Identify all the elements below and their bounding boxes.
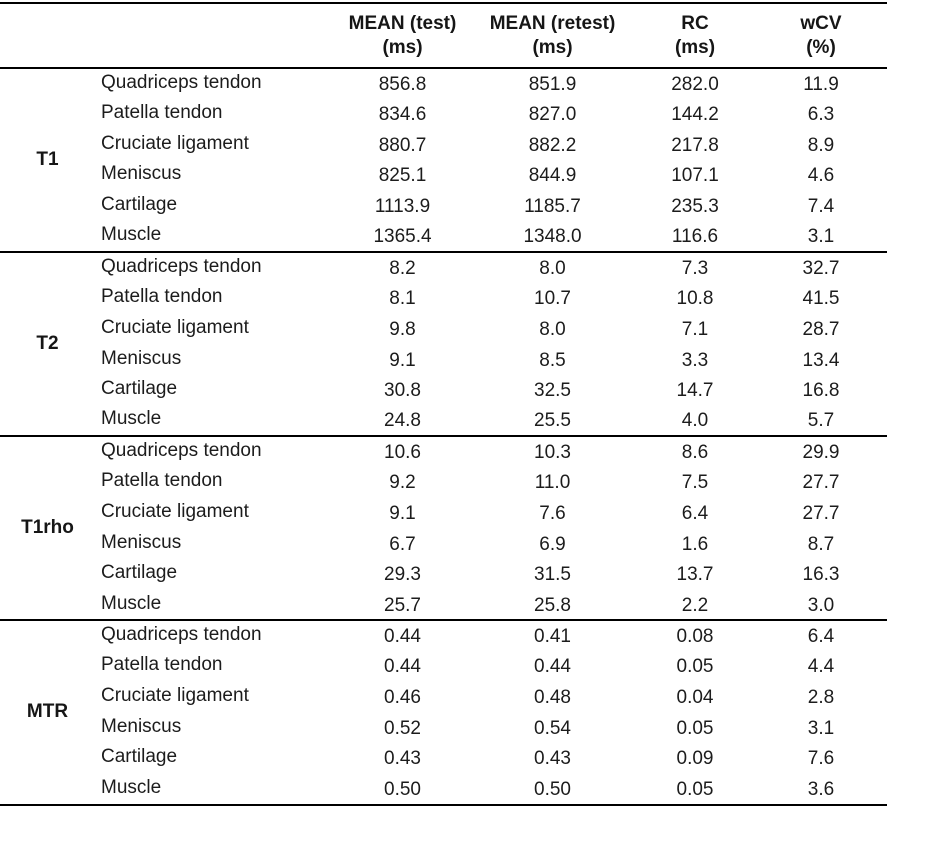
reproducibility-table [0,2,887,806]
value-cell: 0.04 [676,687,714,709]
header-row [0,3,887,68]
column-header-mean-retest [470,3,635,68]
value-cell: 9.1 [389,502,416,524]
column-header-title: MEAN (test) [348,13,457,35]
value-cell: 14.7 [676,380,714,402]
column-header-unit: (ms) [382,36,423,58]
column-header-unit: (%) [806,36,836,58]
value-cell: 0.48 [534,687,571,709]
table-row [0,528,887,559]
value-cell: 7.4 [807,196,835,218]
value-cell: 8.1 [389,288,416,310]
value-cell: 0.08 [676,626,714,648]
value-cell: 7.3 [681,257,709,279]
tissue-name: Cruciate ligament [101,316,249,338]
value-cell: 27.7 [802,502,840,524]
value-cell: 0.43 [384,748,421,770]
value-cell: 3.1 [755,221,887,252]
header-empty-tissue-cell [95,3,335,68]
value-cell: 844.9 [528,165,577,187]
group-label: MTR [0,620,95,804]
tissue-name: Cartilage [101,378,178,400]
value-cell: 25.5 [470,406,635,437]
table-row [0,467,887,498]
table-row [0,559,887,590]
value-cell: 5.7 [755,406,887,437]
table-row [0,651,887,682]
table-row [0,129,887,160]
tissue-name: Patella tendon [101,102,223,124]
value-cell: 8.0 [539,257,566,279]
table-body [0,68,887,805]
tissue-name: Quadriceps tendon [101,440,262,462]
value-cell: 6.3 [807,104,835,126]
value-cell: 11.9 [803,73,839,95]
value-cell: 27.7 [802,472,840,494]
tissue-name: Cartilage [101,194,178,216]
column-header-wcv [755,3,887,68]
value-cell: 0.52 [384,717,421,739]
tissue-name: Cartilage [101,746,178,768]
tissue-name: Meniscus [101,163,182,185]
value-cell: 24.8 [335,406,470,437]
table-row [0,344,887,375]
column-header-title: MEAN (retest) [489,13,616,35]
value-cell: 7.1 [681,318,709,340]
value-cell: 9.1 [389,349,416,371]
value-cell: 4.0 [635,406,755,437]
tissue-name: Cruciate ligament [101,685,249,707]
tissue-name: Cruciate ligament [101,132,249,154]
column-header-title: RC [681,13,709,35]
table-row [0,191,887,222]
table-row [0,314,887,345]
value-cell: 6.4 [681,502,709,524]
value-cell: 217.8 [671,134,719,156]
column-header-unit: (ms) [532,36,573,58]
value-cell: 235.3 [671,196,719,218]
value-cell: 3.3 [681,349,709,371]
column-header-rc [635,3,755,68]
table-row [0,406,887,437]
value-cell: 0.43 [534,748,571,770]
value-cell: 30.8 [384,380,421,402]
value-cell: 4.4 [807,656,835,678]
value-cell: 9.8 [389,318,416,340]
value-cell: 882.2 [528,134,577,156]
tissue-name: Patella tendon [101,470,223,492]
table-row [0,774,887,805]
value-cell: 0.54 [534,717,571,739]
value-cell: 1365.4 [335,221,470,252]
value-cell: 7.6 [539,502,566,524]
group-label: T2 [0,252,95,436]
value-cell: 8.7 [807,533,835,555]
table-row [0,68,887,99]
value-cell: 0.44 [384,656,421,678]
value-cell: 851.9 [528,73,577,95]
table-row [0,252,887,283]
tissue-name: Meniscus [101,531,182,553]
value-cell: 8.6 [681,442,709,464]
group-label: T1 [0,68,95,252]
value-cell: 0.44 [384,626,421,648]
value-cell: 10.3 [534,442,571,464]
value-cell: 11.0 [534,472,571,494]
value-cell: 3.1 [807,717,835,739]
value-cell: 0.05 [676,656,714,678]
table-row [0,160,887,191]
value-cell: 6.9 [539,533,566,555]
value-cell: 8.5 [539,349,566,371]
value-cell: 0.05 [635,774,755,805]
table-row [0,712,887,743]
value-cell: 7.6 [807,748,835,770]
value-cell: 10.8 [676,288,714,310]
value-cell: 3.0 [755,590,887,621]
table-row [0,743,887,774]
table-row [0,99,887,130]
tissue-name: Muscle [95,406,335,437]
tissue-name: Quadriceps tendon [101,624,262,646]
value-cell: 2.2 [635,590,755,621]
column-header-title: wCV [800,13,842,35]
value-cell: 13.7 [676,564,714,586]
table-row [0,221,887,252]
value-cell: 8.0 [539,318,566,340]
value-cell: 3.6 [755,774,887,805]
value-cell: 856.8 [378,73,427,95]
table-row [0,283,887,314]
header-empty-group-cell [0,3,95,68]
table-header [0,3,887,68]
value-cell: 1113.9 [374,196,431,218]
tissue-name: Patella tendon [101,654,223,676]
value-cell: 13.4 [802,349,840,371]
value-cell: 116.6 [635,221,755,252]
tissue-name: Quadriceps tendon [101,71,262,93]
value-cell: 1.6 [681,533,709,555]
value-cell: 25.7 [335,590,470,621]
value-cell: 9.2 [389,472,416,494]
value-cell: 107.1 [671,165,719,187]
tissue-name: Muscle [95,590,335,621]
tissue-name: Meniscus [101,347,182,369]
table-row [0,375,887,406]
value-cell: 29.3 [384,564,421,586]
value-cell: 10.7 [534,288,571,310]
table-row [0,682,887,713]
value-cell: 31.5 [534,564,571,586]
tissue-name: Cartilage [101,562,178,584]
value-cell: 6.4 [807,626,835,648]
value-cell: 25.8 [470,590,635,621]
value-cell: 144.2 [671,104,719,126]
value-cell: 10.6 [384,442,421,464]
tissue-name: Patella tendon [101,286,223,308]
value-cell: 16.8 [802,380,840,402]
value-cell: 1185.7 [524,196,581,218]
value-cell: 825.1 [378,165,427,187]
tissue-name: Cruciate ligament [101,500,249,522]
value-cell: 0.41 [534,626,571,648]
value-cell: 7.5 [681,472,709,494]
value-cell: 8.9 [807,134,835,156]
value-cell: 0.50 [470,774,635,805]
tissue-name: Muscle [95,774,335,805]
value-cell: 827.0 [528,104,577,126]
value-cell: 8.2 [389,257,416,279]
value-cell: 0.09 [676,748,714,770]
value-cell: 28.7 [802,318,840,340]
value-cell: 16.3 [802,564,840,586]
value-cell: 880.7 [378,134,427,156]
value-cell: 41.5 [802,288,840,310]
tissue-name: Quadriceps tendon [101,255,262,277]
value-cell: 4.6 [807,165,835,187]
table-row [0,436,887,467]
value-cell: 29.9 [802,442,840,464]
group-label: T1rho [0,436,95,620]
column-header-unit: (ms) [674,36,716,58]
table-row [0,498,887,529]
value-cell: 834.6 [378,104,427,126]
value-cell: 2.8 [807,687,835,709]
table-row [0,620,887,651]
column-header-mean-test [335,3,470,68]
value-cell: 1348.0 [470,221,635,252]
value-cell: 6.7 [389,533,416,555]
value-cell: 32.5 [534,380,571,402]
tissue-name: Meniscus [101,715,182,737]
tissue-name: Muscle [95,221,335,252]
value-cell: 32.7 [802,257,840,279]
value-cell: 0.44 [534,656,571,678]
value-cell: 0.05 [676,717,714,739]
table-row [0,590,887,621]
value-cell: 282.0 [671,73,719,95]
value-cell: 0.46 [384,687,421,709]
value-cell: 0.50 [335,774,470,805]
